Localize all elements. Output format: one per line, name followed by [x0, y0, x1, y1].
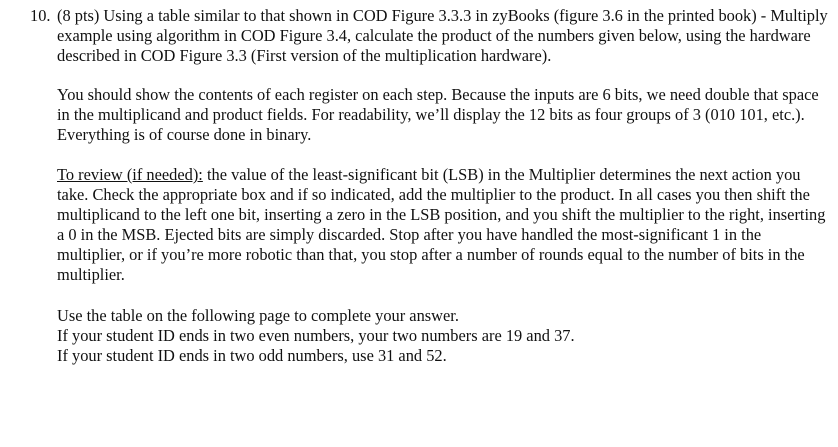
- question-header: [30, 6, 830, 366]
- question-body: [57, 6, 830, 366]
- paragraph-review: [57, 165, 830, 285]
- instruction-line-table: Use the table on the following page to complete your answer.: [57, 306, 459, 325]
- instruction-line-even: If your student ID ends in two even numbers, your two numbers are 19 and 37.: [57, 326, 575, 345]
- question-10: [30, 6, 830, 366]
- paragraph-instructions: [57, 306, 830, 366]
- review-text: the value of the least-significant bit (LSB) in the Multiplier determines the next action you take. Check the appropriate box and if so indicated, add the multiplier to the product. In all cases you then shift the multiplicand to the left one bit, inserting a zero in the LSB position, and you shift the multiplier to the right, inserting a 0 in the MSB. Ejected bits are simply discarded. Stop after you have handled the most-significant 1 in the multiplier, or if you’re more robotic than that, you stop after a number of rounds equal to the number of bits in the multiplier.: [57, 165, 826, 284]
- paragraph-register-contents: You should show the contents of each register on each step. Because the inputs are 6 bits, we need double that space in the multiplicand and product fields. For readability, we’ll display the 12 bits as four groups of 3 (010 101, etc.). Everything is of course done in binary.: [57, 85, 819, 144]
- question-number: 10.: [30, 6, 51, 25]
- review-heading: To review (if needed):: [57, 165, 203, 184]
- paragraph-intro: (8 pts) Using a table similar to that shown in COD Figure 3.3.3 in zyBooks (figure 3.6 in the printed book) - Multiply example using algorithm in COD Figure 3.4, calculate the product of the numbers given below, using the hardware described in COD Figure 3.3 (First version of the multiplication hardware).: [57, 6, 828, 65]
- instruction-line-odd: If your student ID ends in two odd numbers, use 31 and 52.: [57, 346, 447, 365]
